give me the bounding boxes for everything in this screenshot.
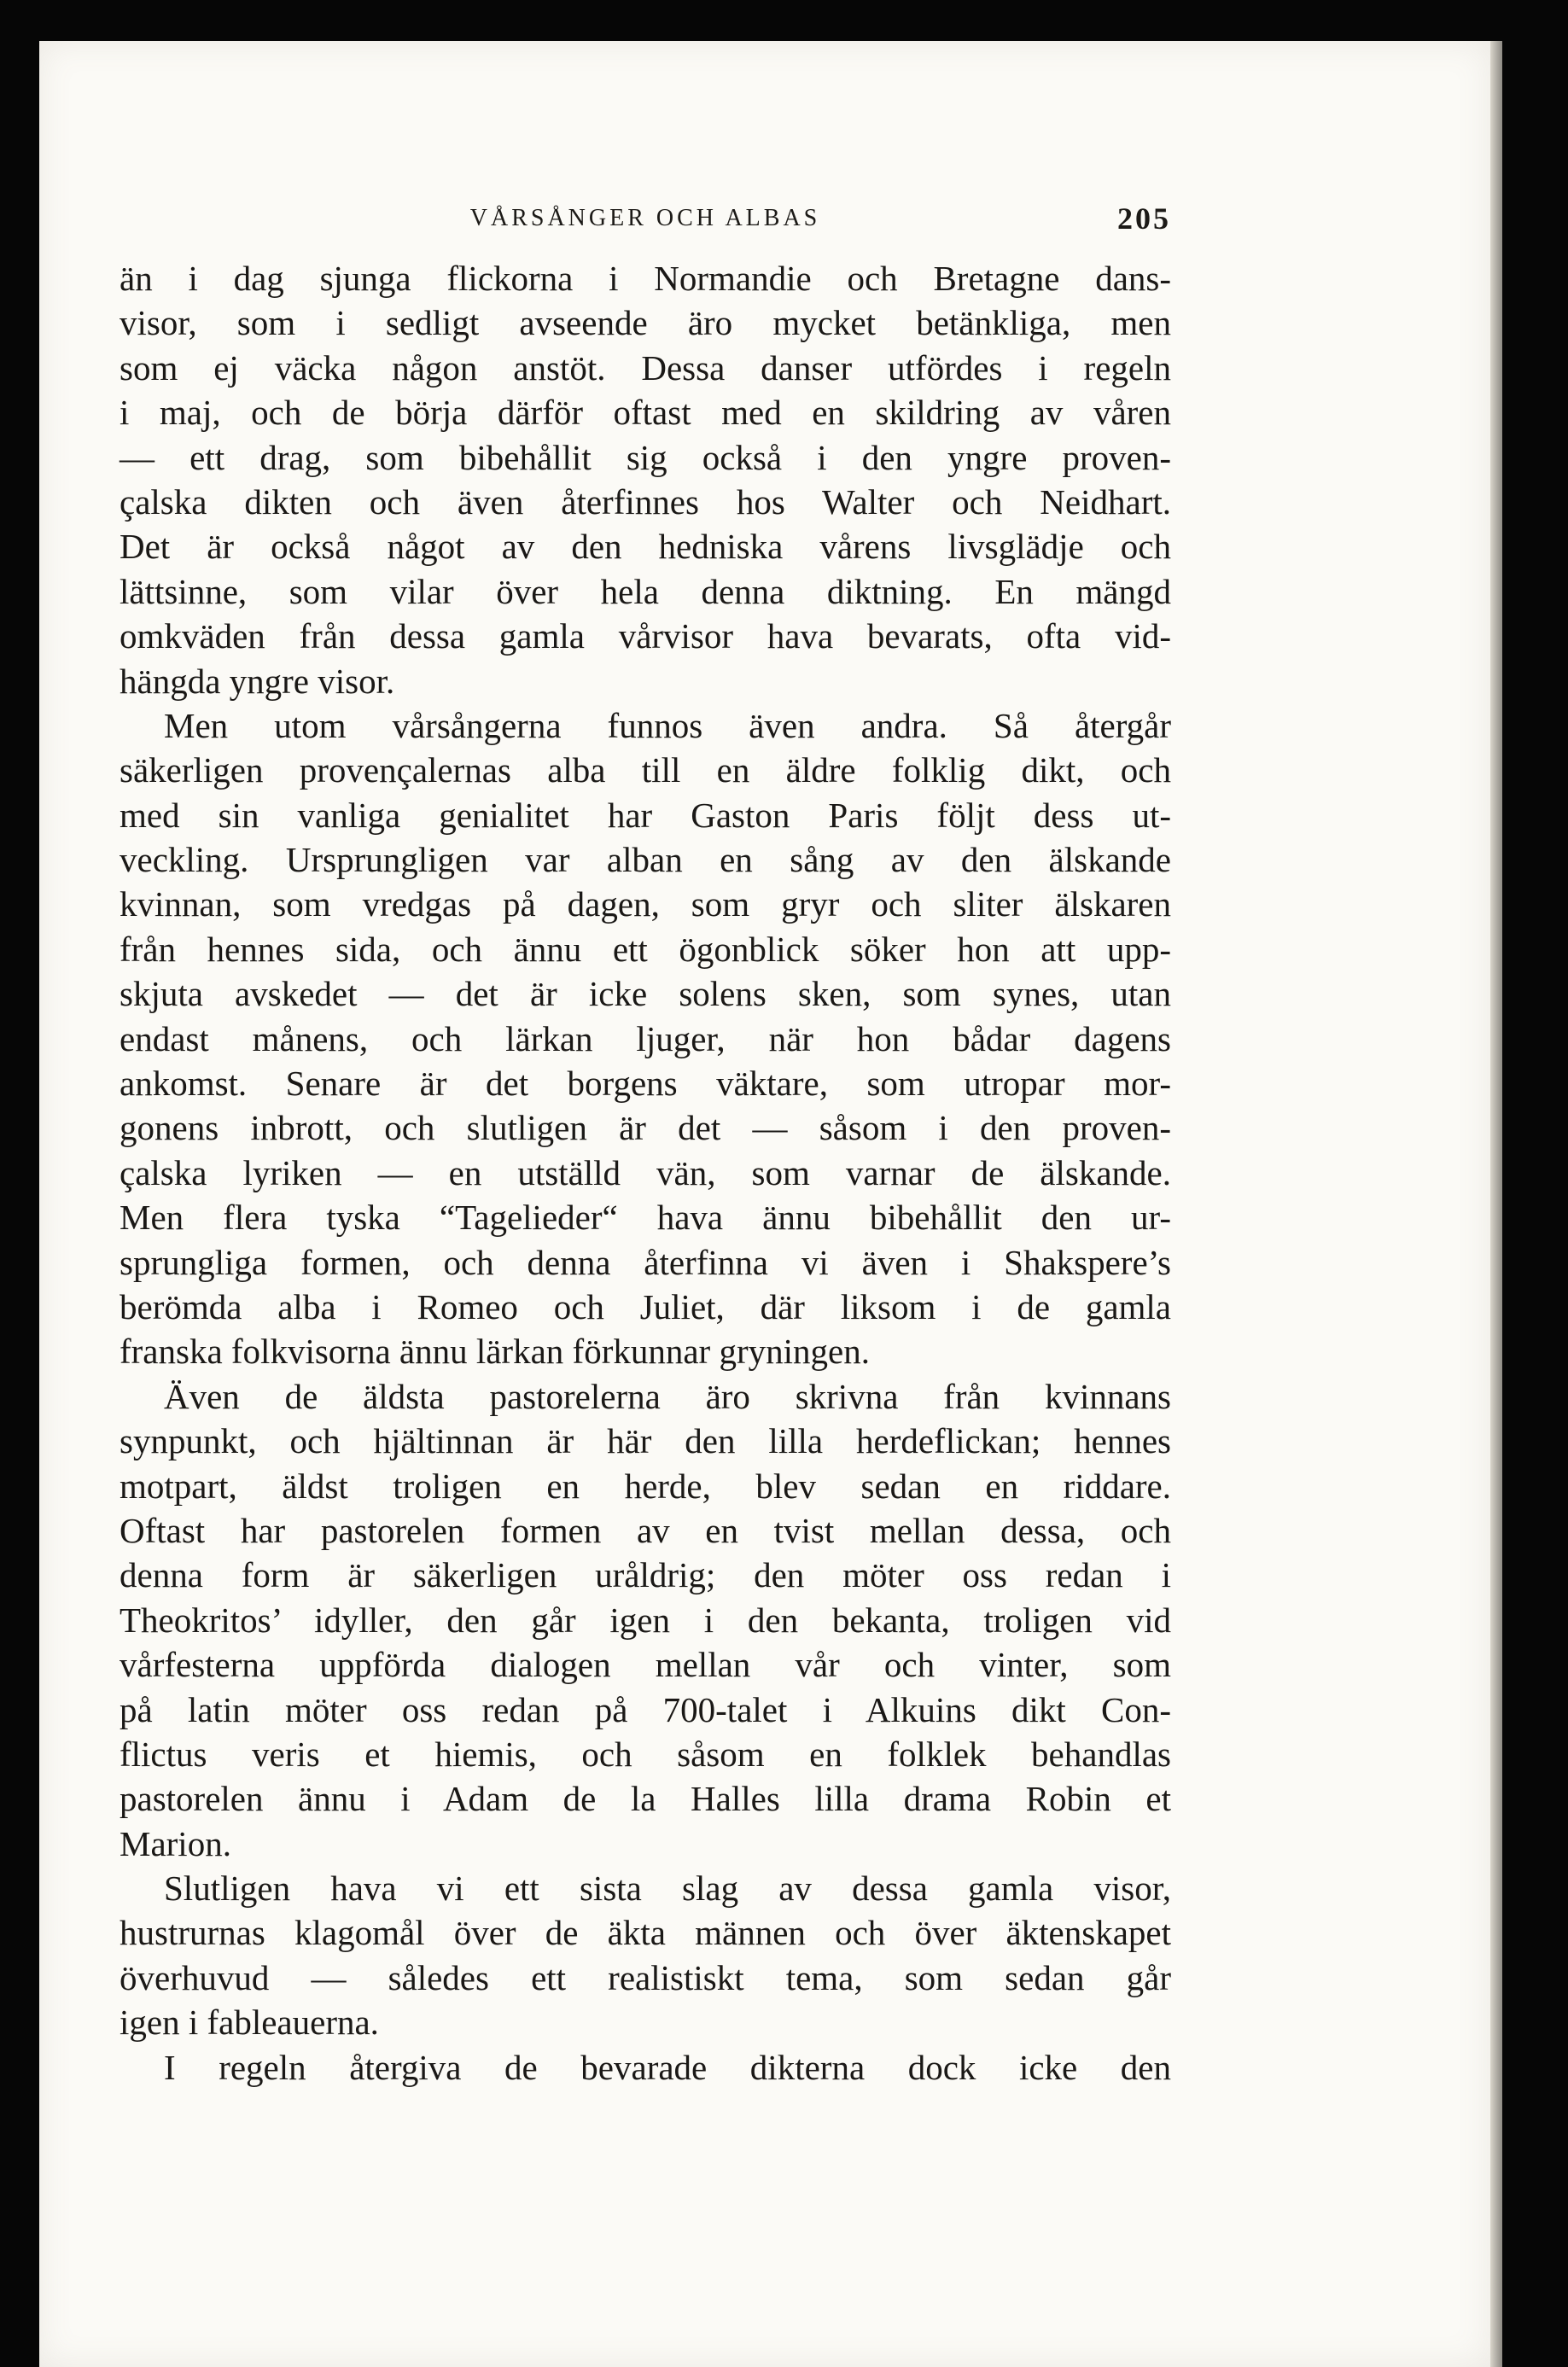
text-line: denna form är säkerligen uråldrig; den möter oss redan i [119,1555,1171,1595]
text-line: endast månens, och lärkan ljuger, när hon bådar dagens [119,1018,1171,1058]
page-header [119,195,1171,242]
text-line: Men flera tyska “Tagelieder“ hava ännu bibehållit den ur- [119,1198,1171,1238]
text-line: på latin möter oss redan på 700-talet i Alkuins dikt Con- [119,1689,1171,1729]
page-edge [1490,41,1502,2367]
text-line: ankomst. Senare är det borgens väktare, som utropar mor- [119,1064,1171,1104]
text-line: pastorelen ännu i Adam de la Halles lilla drama Robin et [119,1779,1171,1819]
paragraph-start-line: I regeln återgiva de bevarade dikterna dock icke den [164,2047,1171,2087]
text-line: — ett drag, som bibehållit sig också i den yngre proven- [119,437,1171,477]
text-line: motpart, äldst troligen en herde, blev sedan en riddare. [119,1466,1171,1506]
text-line: kvinnan, som vredgas på dagen, som gryr och sliter älskaren [119,884,1171,924]
text-line: i maj, och de börja därför oftast med en skildring av våren [119,393,1171,433]
text-line: lättsinne, som vilar över hela denna diktning. En mängd [119,571,1171,611]
text-line: Theokritos’ idyller, den går igen i den bekanta, troligen vid [119,1600,1171,1640]
page-number: 205 [1117,201,1171,236]
text-line: säkerligen provençalernas alba till en äldre folklig dikt, och [119,750,1171,790]
text-line: skjuta avskedet — det är icke solens sken, som synes, utan [119,974,1171,1014]
text-line: hustrurnas klagomål över de äkta männen och över äktenskapet [119,1913,1171,1953]
paragraph-end-line: franska folkvisorna ännu lärkan förkunnar gryningen. [119,1332,870,1372]
paragraph-end-line: igen i fableauerna. [119,2003,379,2043]
text-line: från hennes sida, och ännu ett ögonblick söker hon att upp- [119,929,1171,969]
text-line: çalska dikten och även återfinnes hos Walter och Neidhart. [119,481,1171,522]
text-line: Det är också något av den hedniska vårens livsglädje och [119,527,1171,567]
text-line: berömda alba i Romeo och Juliet, där liksom i de gamla [119,1286,1171,1326]
text-line: sprungliga formen, och denna återfinna vi även i Shakspere’s [119,1242,1171,1282]
text-line: omkväden från dessa gamla vårvisor hava bevarats, ofta vid- [119,616,1171,656]
text-line: som ej väcka någon anstöt. Dessa danser utfördes i regeln [119,347,1171,388]
text-line: synpunkt, och hjältinnan är här den lilla herdeflickan; hennes [119,1421,1171,1461]
text-line: veckling. Ursprungligen var alban en sång av den älskande [119,840,1171,880]
running-title: VÅRSÅNGER OCH ALBAS [469,205,821,231]
paragraph-end-line: Marion. [119,1823,231,1863]
text-line: med sin vanliga genialitet har Gaston Paris följt dess ut- [119,795,1171,835]
text-line: än i dag sjunga flickorna i Normandie och Bretagne dans- [119,259,1171,298]
text-line: visor, som i sedligt avseende äro mycket betänkliga, men [119,303,1171,343]
body-text [119,256,1171,2090]
paragraph-start-line: Slutligen hava vi ett sista slag av dessa gamla visor, [164,1869,1171,1909]
paragraph-start-line: Även de äldsta pastorelerna äro skrivna från kvinnans [164,1376,1171,1416]
text-line: överhuvud — således ett realistiskt tema, som sedan går [119,1957,1171,1997]
paragraph-start-line: Men utom vårsångerna funnos även andra. Så återgår [164,705,1171,745]
text-line: gonens inbrott, och slutligen är det — såsom i den proven- [119,1108,1171,1148]
text-line: Oftast har pastorelen formen av en tvist mellan dessa, och [119,1510,1171,1550]
text-line: flictus veris et hiemis, och såsom en folklek behandlas [119,1734,1171,1774]
text-line: vårfesterna uppförda dialogen mellan vår och vinter, som [119,1645,1171,1685]
paragraph-end-line: hängda yngre visor. [119,661,395,701]
text-line: çalska lyriken — en utställd vän, som varnar de älskande. [119,1152,1171,1192]
